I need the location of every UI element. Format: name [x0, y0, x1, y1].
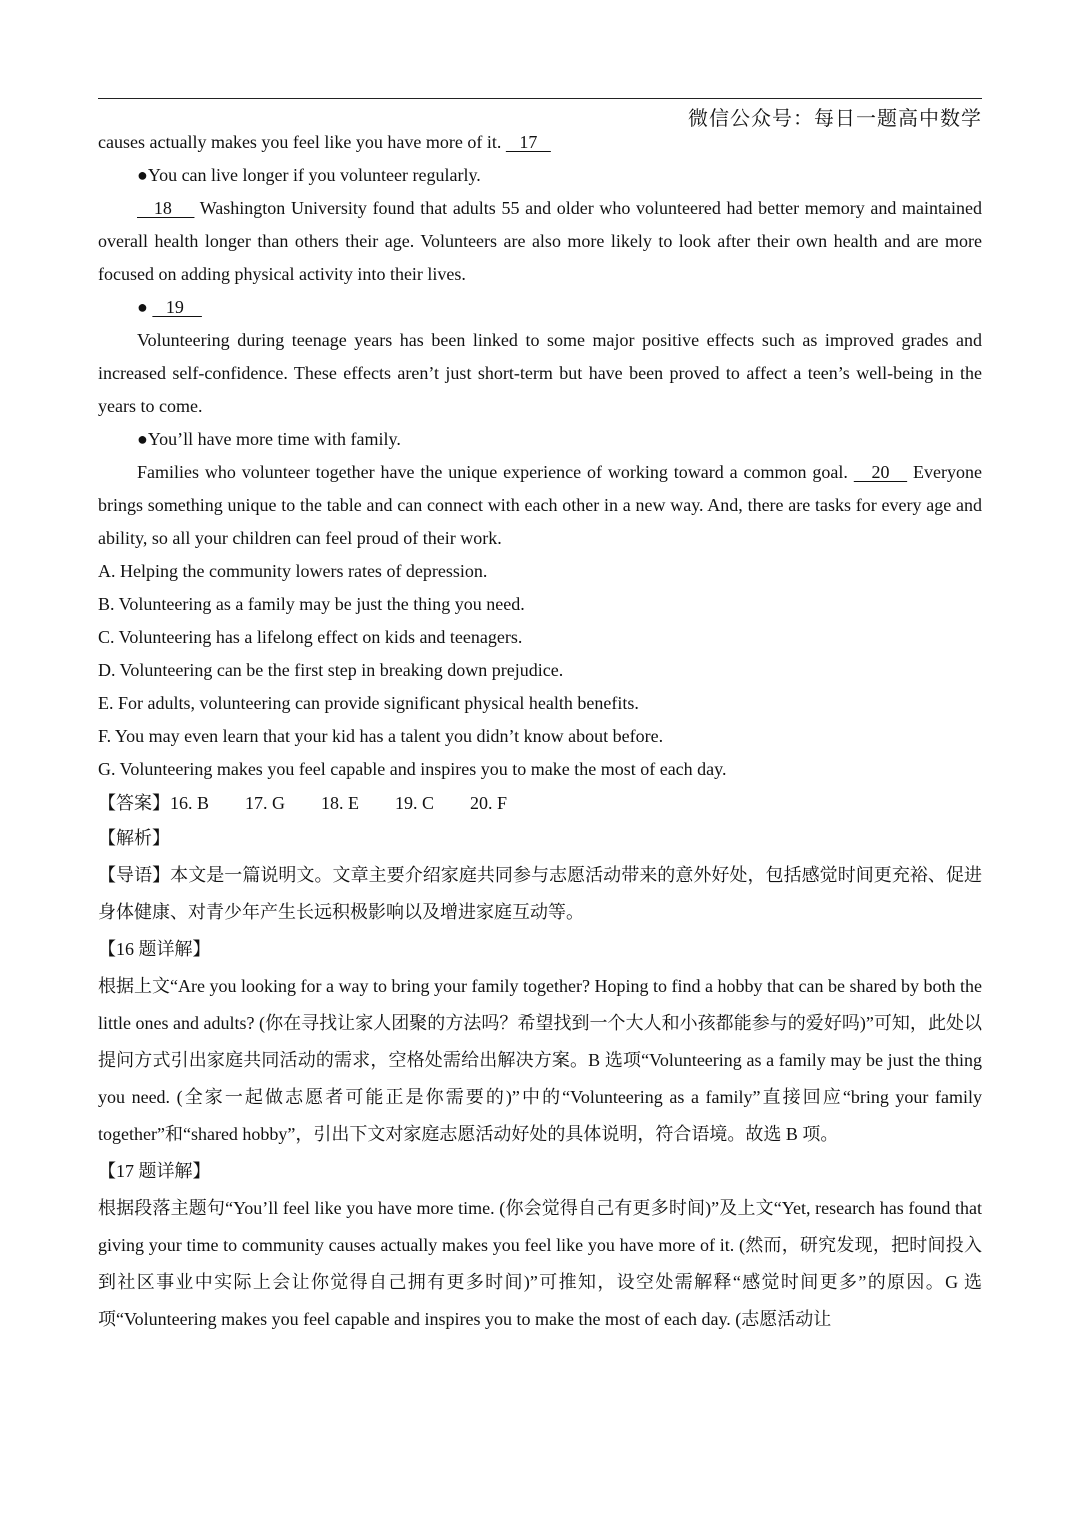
option-c: C. Volunteering has a lifelong effect on kids and teenagers. [98, 627, 523, 647]
bullet-heading: ●You can live longer if you volunteer regularly. [137, 165, 481, 185]
passage-text: Washington University found that adults 55 and older who volunteered had better memory and maintained overall health longer than others their age. Volunteers are also more likely to look after their own health and are more focused on adding physical activity into their lives. [98, 198, 983, 284]
q17-label: 【17 题详解】 [98, 1161, 211, 1181]
passage-text: causes actually makes you feel like you have more of it. [98, 132, 506, 152]
option-b: B. Volunteering as a family may be just the thing you need. [98, 594, 525, 614]
blank-18: 18 [137, 198, 195, 218]
blank-20: 20 [853, 462, 908, 482]
page-content [98, 126, 982, 1338]
option-g: G. Volunteering makes you feel capable and inspires you to make the most of each day. [98, 759, 727, 779]
analysis-label: 【解析】 [98, 828, 170, 848]
passage-text: Families who volunteer together have the unique experience of working toward a common goal. [137, 462, 854, 482]
bullet: ● [137, 297, 153, 317]
option-d: D. Volunteering can be the first step in breaking down prejudice. [98, 660, 564, 680]
header-rule [98, 98, 982, 99]
bullet-heading [98, 291, 982, 324]
q16-label: 【16 题详解】 [98, 939, 211, 959]
q17-explanation: 根据段落主题句“You’ll feel like you have more time. (你会觉得自己有更多时间)”及上文“Yet, research has found that giving your time to community causes actually makes you feel like you have more of it. (然而，研究发现，把时间投入到社区事业中实际上会让你觉得自己拥有更多时间)”可推知，设空处需解释“感觉时间更多”的原因。G 选项“Volunteering makes you feel capable and inspires you to make the most of each day. (志愿活动让 [98, 1198, 982, 1329]
option-f: F. You may even learn that your kid has a talent you didn’t know about before. [98, 726, 664, 746]
passage-paragraph [98, 456, 982, 555]
page-header: 微信公众号：每日一题高中数学 [688, 108, 982, 130]
guide-text: 【导语】本文是一篇说明文。文章主要介绍家庭共同参与志愿活动带来的意外好处，包括感觉时间更充裕、促进身体健康、对青少年产生长远积极影响以及增进家庭互动等。 [98, 865, 982, 922]
bullet-heading: ●You’ll have more time with family. [137, 429, 401, 449]
blank-19: 19 [152, 297, 202, 317]
blank-17: 17 [505, 132, 551, 152]
passage-text: Everyone brings something unique to the table and can connect with each other in a new way. And, there are tasks for every age and ability, so all your children can feel proud of their work. [98, 462, 983, 548]
passage-paragraph [98, 192, 982, 291]
answer-line: 【答案】16. B 17. G 18. E 19. C 20. F [98, 793, 508, 813]
passage-paragraph: Volunteering during teenage years has been linked to some major positive effects such as improved grades and increased self-confidence. These effects aren’t just short-term but have been proved to affect a teen’s well-being in the years to come. [98, 330, 982, 416]
passage-paragraph [98, 126, 982, 159]
q16-explanation: 根据上文“Are you looking for a way to bring your family together? Hoping to find a hobby that can be shared by both the little ones and adults? (你在寻找让家人团聚的方法吗？希望找到一个大人和小孩都能参与的爱好吗)”可知，此处以提问方式引出家庭共同活动的需求，空格处需给出解决方案。B 选项“Volunteering as a family may be just the thing you need. (全家一起做志愿者可能正是你需要的)”中的“Volunteering as a family”直接回应“bring your family together”和“shared hobby”，引出下文对家庭志愿活动好处的具体说明，符合语境。故选 B 项。 [98, 976, 982, 1144]
analysis-section [98, 820, 982, 1338]
option-e: E. For adults, volunteering can provide significant physical health benefits. [98, 693, 639, 713]
option-a: A. Helping the community lowers rates of depression. [98, 561, 488, 581]
